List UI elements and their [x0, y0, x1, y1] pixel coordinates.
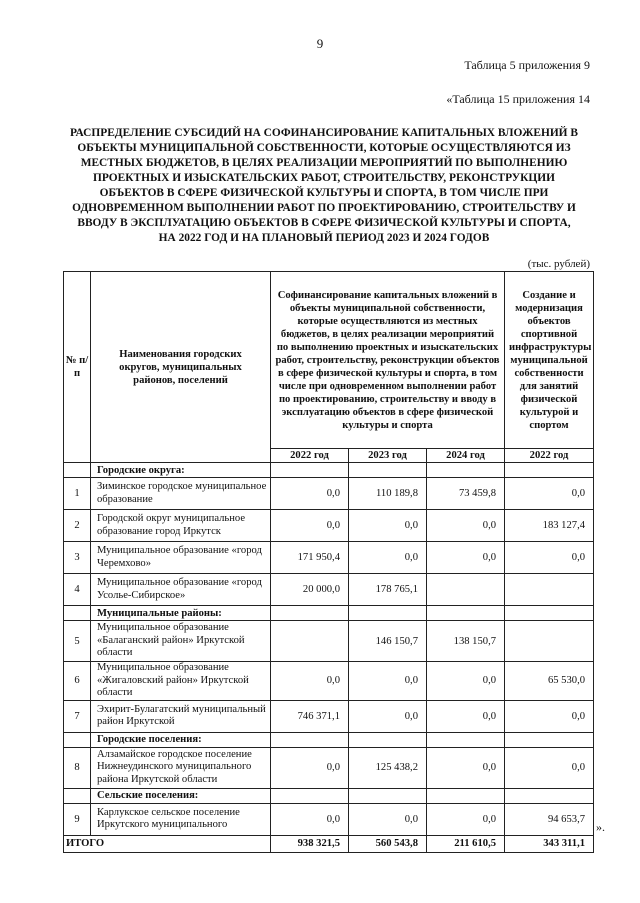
value-2022: 0,0: [271, 803, 349, 835]
row-number: 8: [64, 747, 91, 788]
section-row: [64, 788, 594, 803]
title-line: ВВОДУ В ЭКСПЛУАТАЦИЮ ОБЪЕКТОВ В СФЕРЕ ФИЗИЧЕСКОЙ КУЛЬТУРЫ И СПОРТА,: [77, 217, 571, 229]
header-name: Наименования городских округов, муниципальных районов, поселений: [91, 272, 271, 463]
document-title: [62, 126, 586, 246]
section-empty-cell: [349, 732, 427, 747]
value-2022-infra: 65 530,0: [505, 662, 594, 701]
title-line: ОБЪЕКТЫ МУНИЦИПАЛЬНОЙ СОБСТВЕННОСТИ, КОТОРЫЕ ОСУЩЕСТВЛЯЮТСЯ ИЗ: [77, 142, 571, 154]
value-2022-infra: 183 127,4: [505, 510, 594, 542]
row-number: 7: [64, 700, 91, 732]
section-empty-cell: [427, 463, 505, 478]
value-2023: 0,0: [349, 542, 427, 574]
value-2022-infra: [505, 621, 594, 662]
units-label: (тыс. рублей): [527, 258, 590, 270]
row-name: Муниципальное образование «Балаганский район» Иркутской области: [91, 621, 271, 662]
header-year-2023: 2023 год: [349, 449, 427, 463]
value-2024: 0,0: [427, 803, 505, 835]
section-empty-cell: [271, 463, 349, 478]
table-row: [64, 700, 594, 732]
total-row: [64, 835, 594, 852]
row-number: 9: [64, 803, 91, 835]
value-2022-infra: [505, 574, 594, 606]
section-row: [64, 732, 594, 747]
header-row: [64, 272, 594, 449]
table-row: [64, 478, 594, 510]
value-2023: 110 189,8: [349, 478, 427, 510]
table-row: [64, 662, 594, 701]
value-2022: [271, 621, 349, 662]
subsidy-table: [63, 271, 594, 853]
value-2024: 0,0: [427, 700, 505, 732]
original-table-reference: «Таблица 15 приложения 14: [446, 92, 590, 106]
title-line: МЕСТНЫХ БЮДЖЕТОВ, В ЦЕЛЯХ РЕАЛИЗАЦИИ МЕРОПРИЯТИЙ ПО ВЫПОЛНЕНИЮ: [80, 157, 568, 169]
value-2023: 0,0: [349, 662, 427, 701]
table-row: [64, 574, 594, 606]
total-2022-infra: 343 311,1: [505, 835, 594, 852]
total-2023: 560 543,8: [349, 835, 427, 852]
table-row: [64, 621, 594, 662]
header-year-2022: 2022 год: [271, 449, 349, 463]
section-num-cell: [64, 463, 91, 478]
total-label: ИТОГО: [64, 835, 271, 852]
title-line: РАСПРЕДЕЛЕНИЕ СУБСИДИЙ НА СОФИНАНСИРОВАНИЕ КАПИТАЛЬНЫХ ВЛОЖЕНИЙ В: [70, 127, 578, 139]
table-reference: Таблица 5 приложения 9: [464, 58, 590, 72]
value-2023: 178 765,1: [349, 574, 427, 606]
section-empty-cell: [505, 606, 594, 621]
value-2022: 0,0: [271, 510, 349, 542]
value-2024: 0,0: [427, 510, 505, 542]
row-name: Городской округ муниципальное образование город Иркутск: [91, 510, 271, 542]
header-year-2022-infra: 2022 год: [505, 449, 594, 463]
section-heading: Сельские поселения:: [91, 788, 271, 803]
section-empty-cell: [349, 606, 427, 621]
section-num-cell: [64, 788, 91, 803]
value-2024: [427, 574, 505, 606]
section-empty-cell: [505, 732, 594, 747]
value-2024: 0,0: [427, 542, 505, 574]
row-number: 6: [64, 662, 91, 701]
value-2023: 125 438,2: [349, 747, 427, 788]
row-number: 3: [64, 542, 91, 574]
row-name: Зиминское городское муниципальное образование: [91, 478, 271, 510]
value-2022: 0,0: [271, 478, 349, 510]
value-2024: 0,0: [427, 747, 505, 788]
title-line: ОБЪЕКТОВ В СФЕРЕ ФИЗИЧЕСКОЙ КУЛЬТУРЫ И СПОРТА, В ТОМ ЧИСЛЕ ПРИ: [99, 187, 549, 199]
section-empty-cell: [427, 732, 505, 747]
row-name: Карлукское сельское поселение Иркутского муниципального: [91, 803, 271, 835]
section-empty-cell: [271, 732, 349, 747]
section-empty-cell: [505, 788, 594, 803]
total-2022: 938 321,5: [271, 835, 349, 852]
section-row: [64, 606, 594, 621]
table-row: [64, 747, 594, 788]
value-2022-infra: 0,0: [505, 700, 594, 732]
title-line: ПРОЕКТНЫХ И ИЗЫСКАТЕЛЬСКИХ РАБОТ, СТРОИТЕЛЬСТВУ, РЕКОНСТРУКЦИИ: [93, 172, 555, 184]
row-name: Алзамайское городское поселение Нижнеудинского муниципального района Иркутской области: [91, 747, 271, 788]
row-number: 2: [64, 510, 91, 542]
section-row: [64, 463, 594, 478]
section-empty-cell: [349, 788, 427, 803]
title-line: НА 2022 ГОД И НА ПЛАНОВЫЙ ПЕРИОД 2023 И 2024 ГОДОВ: [158, 232, 490, 244]
section-heading: Муниципальные районы:: [91, 606, 271, 621]
row-number: 4: [64, 574, 91, 606]
value-2023: 0,0: [349, 803, 427, 835]
page-number: 9: [316, 36, 324, 51]
value-2022: 746 371,1: [271, 700, 349, 732]
value-2022-infra: 0,0: [505, 747, 594, 788]
row-name: Муниципальное образование «город Усолье-Сибирское»: [91, 574, 271, 606]
row-number: 5: [64, 621, 91, 662]
section-empty-cell: [505, 463, 594, 478]
section-empty-cell: [427, 606, 505, 621]
row-number: 1: [64, 478, 91, 510]
header-cofinancing: Софинансирование капитальных вложений в объекты муниципальной собственности, которые осуществляются из местных бюджетов, в целях реализации мероприятий по выполнению проектных и изыскательских работ, строительству, реконструкции объектов в сфере физической культуры и спорта, в том числе при одновременном выполнении работ по проектированию, строительству и вводу в эксплуатацию объектов в сфере физической культуры и спорта: [271, 272, 505, 449]
row-name: Муниципальное образование «Жигаловский район» Иркутской области: [91, 662, 271, 701]
row-name: Муниципальное образование «город Черемхово»: [91, 542, 271, 574]
value-2024: 0,0: [427, 662, 505, 701]
title-line: ОДНОВРЕМЕННОМ ВЫПОЛНЕНИИ РАБОТ ПО ПРОЕКТИРОВАНИЮ, СТРОИТЕЛЬСТВУ И: [72, 202, 576, 214]
table-row: [64, 803, 594, 835]
value-2022-infra: 0,0: [505, 542, 594, 574]
section-empty-cell: [271, 788, 349, 803]
value-2024: 138 150,7: [427, 621, 505, 662]
header-year-2024: 2024 год: [427, 449, 505, 463]
closing-quote: ».: [596, 820, 605, 834]
section-empty-cell: [349, 463, 427, 478]
section-heading: Городские округа:: [91, 463, 271, 478]
section-num-cell: [64, 732, 91, 747]
section-heading: Городские поселения:: [91, 732, 271, 747]
section-num-cell: [64, 606, 91, 621]
value-2023: 0,0: [349, 510, 427, 542]
table-row: [64, 510, 594, 542]
header-sport-infrastructure: Создание и модернизация объектов спортивной инфраструктуры муниципальной собственности для занятий физической культурой и спортом: [505, 272, 594, 449]
value-2022-infra: 94 653,7: [505, 803, 594, 835]
value-2022-infra: 0,0: [505, 478, 594, 510]
total-2024: 211 610,5: [427, 835, 505, 852]
value-2022: 171 950,4: [271, 542, 349, 574]
value-2024: 73 459,8: [427, 478, 505, 510]
value-2022: 0,0: [271, 662, 349, 701]
section-empty-cell: [271, 606, 349, 621]
header-num: № п/п: [64, 272, 91, 463]
section-empty-cell: [427, 788, 505, 803]
value-2023: 0,0: [349, 700, 427, 732]
value-2023: 146 150,7: [349, 621, 427, 662]
value-2022: 0,0: [271, 747, 349, 788]
value-2022: 20 000,0: [271, 574, 349, 606]
row-name: Эхирит-Булагатский муниципальный район Иркутской: [91, 700, 271, 732]
table-row: [64, 542, 594, 574]
